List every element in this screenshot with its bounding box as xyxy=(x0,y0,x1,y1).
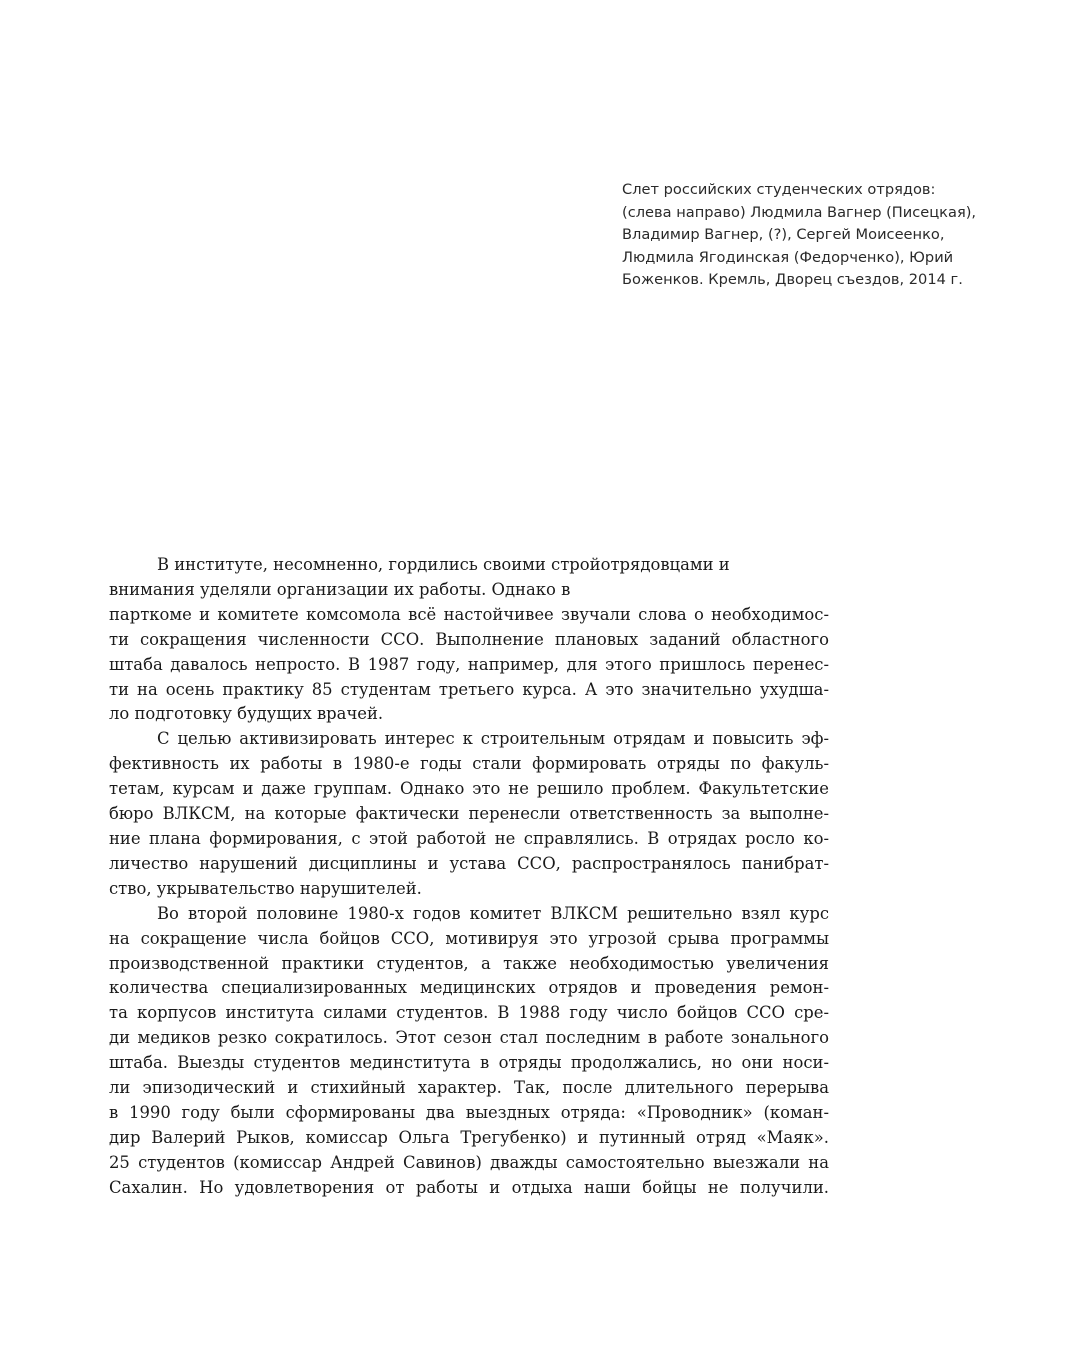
text-line: дир Валерий Рыков, комиссар Ольга Трегубенко) и путинный отряд «Маяк». xyxy=(109,1127,829,1147)
text-line: бюро ВЛКСМ, на которые фактически перенесли ответственность за выполне- xyxy=(109,804,829,824)
text-line: Во второй половине 1980-х годов комитет ВЛКСМ решительно взял курс xyxy=(157,903,829,923)
text-line: ло подготовку будущих врачей. xyxy=(109,704,384,724)
paragraph-1 xyxy=(109,553,829,727)
text-line: штаба давалось непросто. В 1987 году, например, для этого пришлось перенес- xyxy=(109,654,829,674)
text-line: 25 студентов (комиссар Андрей Савинов) дважды самостоятельно выезжали на xyxy=(109,1152,829,1172)
caption-line: (слева направо) Людмила Вагнер (Писецкая), xyxy=(622,203,977,221)
text-line: В институте, несомненно, гордились своими стройотрядовцами и xyxy=(157,555,730,574)
text-line: количества специализированных медицинских отрядов и проведения ремон- xyxy=(109,978,829,998)
text-line: ство, укрывательство нарушителей. xyxy=(109,878,422,898)
photo-caption xyxy=(622,179,1042,292)
text-line: тетам, курсам и даже группам. Однако это не решило проблем. Факультетские xyxy=(109,779,829,799)
paragraph-2 xyxy=(109,727,829,901)
text-line: на сокращение числа бойцов ССО, мотивируя это угрозой срыва программы xyxy=(109,928,829,948)
text-line: штаба. Выезды студентов мединститута в отряды продолжались, но они носи- xyxy=(109,1053,829,1073)
text-line: парткоме и комитете комсомола всё настойчивее звучали слова о необходимос- xyxy=(109,604,829,624)
caption-line: Людмила Ягодинская (Федорченко), Юрий xyxy=(622,248,954,266)
caption-line: Боженков. Кремль, Дворец съездов, 2014 г. xyxy=(622,271,963,288)
text-line: личество нарушений дисциплины и устава ССО, распространялось панибрат- xyxy=(109,853,829,873)
text-line: ние плана формирования, с этой работой не справлялись. В отрядах росло ко- xyxy=(109,828,829,848)
text-line: производственной практики студентов, а также необходимостью увеличения xyxy=(109,953,829,973)
text-line: в 1990 году были сформированы два выездных отряда: «Проводник» (коман- xyxy=(109,1102,829,1122)
text-line: ди медиков резко сократилось. Этот сезон стал последним в работе зонального xyxy=(109,1028,829,1048)
caption-line: Слет российских студенческих отрядов: xyxy=(622,181,936,198)
text-line: ли эпизодический и стихийный характер. Так, после длительного перерыва xyxy=(109,1078,829,1098)
text-line: та корпусов института силами студентов. В 1988 году число бойцов ССО сре- xyxy=(109,1003,829,1023)
paragraph-3 xyxy=(109,902,829,1201)
text-line: ти на осень практику 85 студентам третьего курса. А это значительно ухудша- xyxy=(109,679,829,699)
text-line: Сахалин. Но удовлетворения от работы и отдыха наши бойцы не получили. xyxy=(109,1177,829,1197)
text-line: фективность их работы в 1980-е годы стали формировать отряды по факуль- xyxy=(109,754,829,774)
text-line: С целью активизировать интерес к строительным отрядам и повысить эф- xyxy=(157,729,829,749)
text-line: ти сокращения численности ССО. Выполнение плановых заданий областного xyxy=(109,629,829,649)
article-body xyxy=(109,553,829,1201)
caption-line: Владимир Вагнер, (?), Сергей Моисеенко, xyxy=(622,226,945,243)
text-line: внимания уделяли организации их работы. Однако в xyxy=(109,579,571,599)
